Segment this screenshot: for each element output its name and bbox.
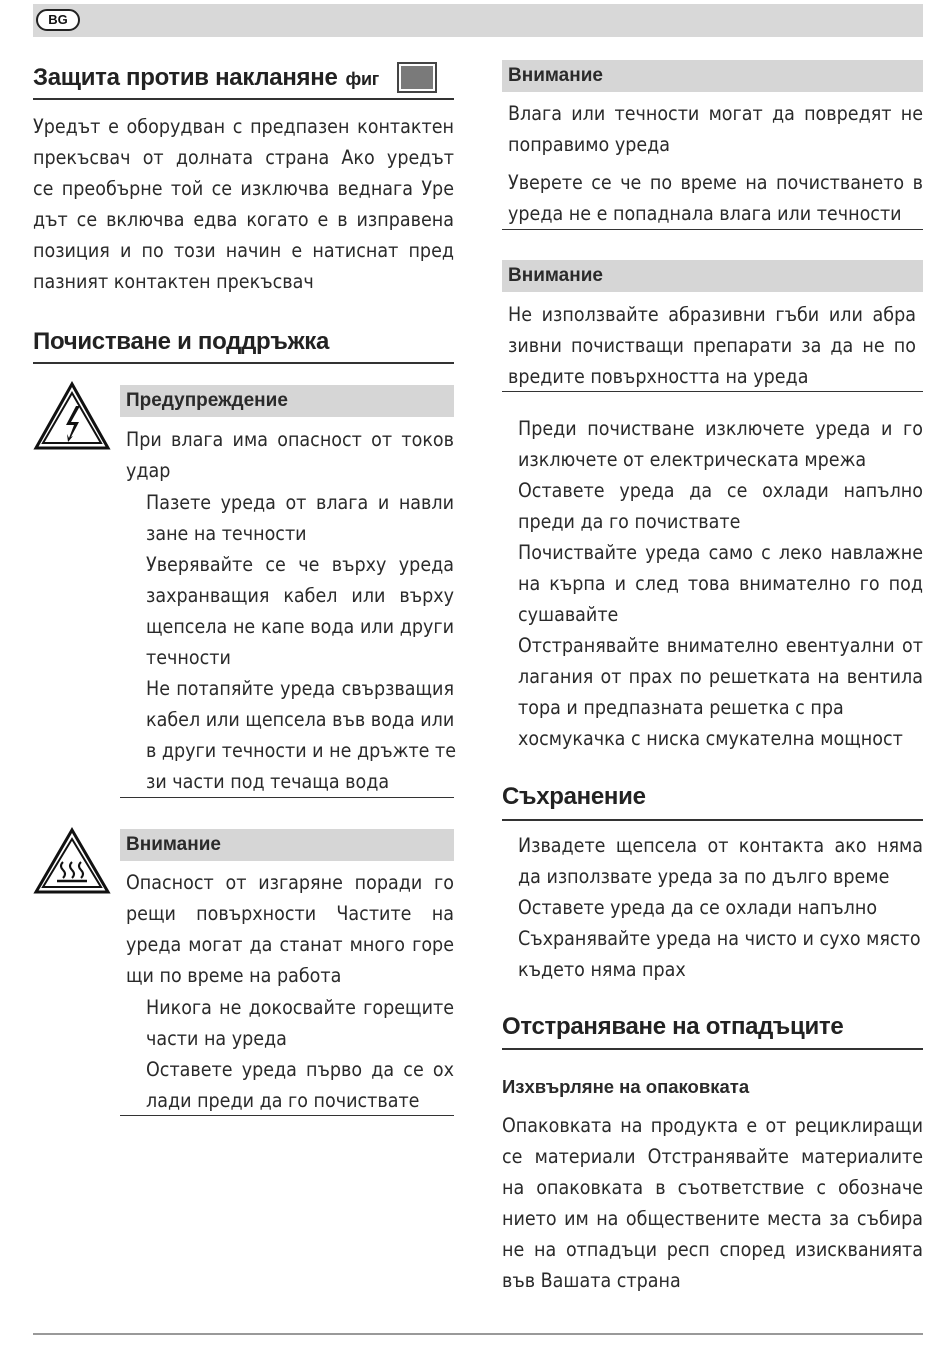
disposal-heading-rule — [502, 1048, 923, 1050]
caution-block-rule — [120, 1115, 454, 1116]
list-item: Никога не докосвайте горещите — [146, 996, 454, 1019]
figure-reference-box — [397, 62, 437, 93]
storage-heading: Съхранение — [502, 783, 646, 810]
abrasive-notice-rule — [502, 391, 923, 392]
list-item: да използвате уреда за по дълго време — [518, 865, 890, 888]
storage-heading-rule — [502, 819, 923, 821]
list-item: лади преди да го почиствате — [146, 1089, 420, 1112]
text-line: не на отпадъци респ според изискванията — [502, 1238, 923, 1261]
caution-bullet-list — [146, 992, 454, 1116]
text-line: Опаковката на продукта е от рециклиращи — [502, 1114, 923, 1137]
list-item: Уверявайте се че върху уреда — [146, 553, 454, 576]
text-line: Уверете се че по време на почистването в — [508, 171, 923, 194]
list-item: Отстранявайте внимателно евентуални от — [518, 634, 923, 657]
text-line: Уредът е оборудван с предпазен контактен — [33, 115, 454, 138]
text-line: При влага има опасност от токов — [126, 428, 454, 451]
list-item: тора и предпазната решетка с пра — [518, 696, 844, 719]
warning-intro-text — [126, 424, 454, 486]
list-item: сушавайте — [518, 603, 619, 626]
packaging-disposal-subheading: Изхвърляне на опаковката — [502, 1076, 750, 1097]
text-line: във Вашата страна — [502, 1269, 681, 1292]
moisture-notice-text — [508, 98, 923, 160]
warning-bullet-list — [146, 487, 457, 797]
list-item: Пазете уреда от влага и навли — [146, 491, 454, 514]
list-item: преди да го почиствате — [518, 510, 741, 533]
tilt-protection-heading — [33, 64, 379, 92]
text-line: зивни почистващи препарати за да не по — [508, 334, 916, 357]
text-line: се преобърне той се изключва веднага Уре — [33, 177, 454, 200]
list-item: части на уреда — [146, 1027, 287, 1050]
list-item: зане на течности — [146, 522, 307, 545]
language-badge: BG — [36, 9, 80, 31]
caution-notice-label: Внимание — [120, 829, 454, 861]
text-line: се материали Отстранявайте материалите — [502, 1145, 923, 1168]
text-line: поправимо уреда — [508, 133, 671, 156]
text-line: дът се включва едва когато е в изправена — [33, 208, 454, 231]
electric-shock-warning-icon — [33, 380, 111, 452]
text-line: уреда не е попаднала влага или течности — [508, 202, 902, 225]
cleaning-steps-list — [518, 413, 923, 754]
list-item: Оставете уреда да се охлади напълно — [518, 896, 878, 919]
text-line: Опасност от изгаряне поради го — [126, 871, 454, 894]
text-line: рещи повърхности Частите на — [126, 902, 454, 925]
list-item: щепсела не капе вода или други — [146, 615, 454, 638]
list-item: зи части под течаща вода — [146, 770, 390, 793]
header-bar — [33, 4, 923, 37]
cleaning-heading-rule — [33, 362, 454, 364]
disposal-heading: Отстраняване на отпадъците — [502, 1013, 844, 1040]
fig-label: фиг — [345, 69, 379, 89]
text-line: пазният контактен прекъсвач — [33, 270, 314, 293]
text-line: на опаковката в съответствие с обозначе — [502, 1176, 923, 1199]
list-item: Съхранявайте уреда на чисто и сухо място — [518, 927, 921, 950]
list-item: където няма прах — [518, 958, 686, 981]
warning-block-rule — [120, 797, 454, 798]
abrasive-notice-label: Внимание — [502, 260, 923, 292]
text-line: Не използвайте абразивни гъби или абра — [508, 303, 916, 326]
list-item: захранващия кабел или върху — [146, 584, 454, 607]
text-line: вредите повърхността на уреда — [508, 365, 809, 388]
tilt-protection-title: Защита против накланяне — [33, 64, 338, 91]
packaging-disposal-text — [502, 1110, 923, 1296]
caution-intro-text — [126, 867, 454, 991]
list-item: Не потапяйте уреда свързващия — [146, 677, 454, 700]
list-item: Преди почистване изключете уреда и го — [518, 417, 923, 440]
abrasive-notice-text — [508, 299, 916, 392]
footer-rule — [33, 1333, 923, 1335]
list-item: на кърпа и след това внимателно го под — [518, 572, 923, 595]
text-line: прекъсвач от долната страна Ако уредът — [33, 146, 454, 169]
list-item: Почиствайте уреда само с леко навлажне — [518, 541, 923, 564]
moisture-notice-rule — [502, 229, 923, 230]
moisture-notice-label: Внимание — [502, 60, 923, 92]
list-item: кабел или щепсела във вода или — [146, 708, 455, 731]
list-item: Оставете уреда първо да се ох — [146, 1058, 454, 1081]
tilt-protection-text — [33, 111, 454, 297]
text-line: щи по време на работа — [126, 964, 342, 987]
text-line: нието им на обществените места за събира — [502, 1207, 923, 1230]
list-item: хосмукачка с ниска смукателна мощност — [518, 727, 903, 750]
text-line: удар — [126, 459, 171, 482]
text-line: позиция и по този начин е натиснат пред — [33, 239, 454, 262]
cleaning-heading: Почистване и поддръжка — [33, 328, 330, 355]
list-item: Оставете уреда да се охлади напълно — [518, 479, 923, 502]
text-line: уреда могат да станат много горе — [126, 933, 454, 956]
list-item: в други течности и не дръжте те — [146, 739, 457, 762]
text-line: Влага или течности могат да повредят не — [508, 102, 923, 125]
list-item: Извадете щепсела от контакта ако няма — [518, 834, 923, 857]
tilt-heading-rule — [33, 98, 454, 100]
moisture-check-text — [508, 167, 923, 229]
warning-notice-label: Предупреждение — [120, 385, 454, 417]
hot-surface-warning-icon — [33, 826, 111, 896]
storage-steps-list — [518, 830, 923, 985]
list-item: течности — [146, 646, 231, 669]
list-item: лагания от прах по решетката на вентила — [518, 665, 923, 688]
list-item: изключете от електрическата мрежа — [518, 448, 867, 471]
